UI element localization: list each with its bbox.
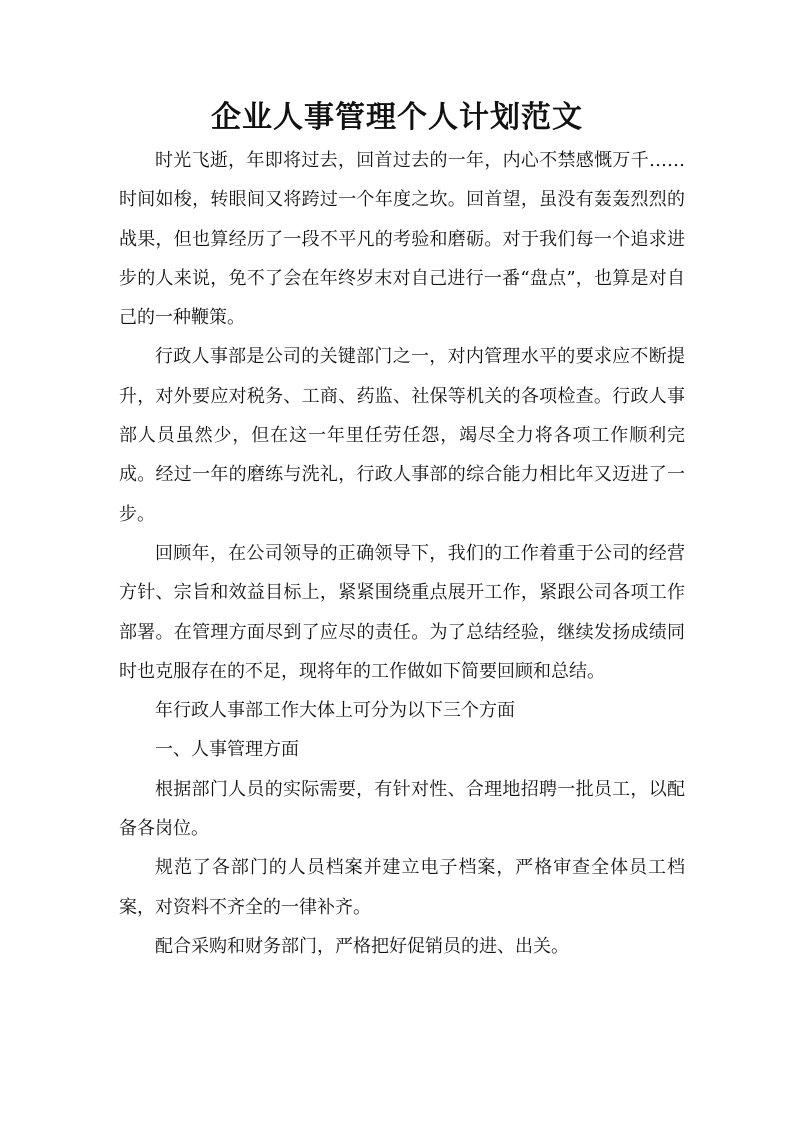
paragraph-recruitment: 根据部门人员的实际需要，有针对性、合理地招聘一批员工，以配备各岗位。 <box>119 778 685 840</box>
paragraph-archives: 规范了各部门的人员档案并建立电子档案，严格审查全体员工档案，对资料不齐全的一律补齐。 <box>119 857 685 918</box>
section-heading-personnel: 一、人事管理方面 <box>155 739 299 761</box>
paragraph-promoters: 配合采购和财务部门，严格把好促销员的进、出关。 <box>155 935 569 957</box>
paragraph-year-review: 回顾年，在公司领导的正确领导下，我们的工作着重于公司的经营方针、宗旨和效益目标上，紧紧围绕重点展开工作，紧跟公司各项工作部署。在管理方面尽到了应尽的责任。为了总结经验，继续发扬成绩同时也克服存在的不足，现将年的工作做如下简要回顾和总结。 <box>119 542 685 682</box>
paragraph-three-aspects: 年行政人事部工作大体上可分为以下三个方面 <box>155 700 515 722</box>
paragraph-intro: 时光飞逝，年即将过去，回首过去的一年，内心不禁感慨万千……时间如梭，转眼间又将跨过一个年度之坎。回首望，虽没有轰轰烈烈的战果，但也算经历了一段不平凡的考验和磨砺。对于我们每一个追求进步的人来说，免不了会在年终岁末对自己进行一番“盘点”，也算是对自己的一种鞭策。 <box>119 150 685 329</box>
document-body <box>119 141 685 966</box>
paragraph-department-role: 行政人事部是公司的关键部门之一，对内管理水平的要求应不断提升，对外要应对税务、工商、药监、社保等机关的各项检查。行政人事部人员虽然少，但在这一年里任劳任怨，竭尽全力将各项工作顺利完成。经过一年的磨练与洗礼，行政人事部的综合能力相比年又迈进了一步。 <box>119 346 685 525</box>
document-title: 企业人事管理个人计划范文 <box>211 100 583 135</box>
